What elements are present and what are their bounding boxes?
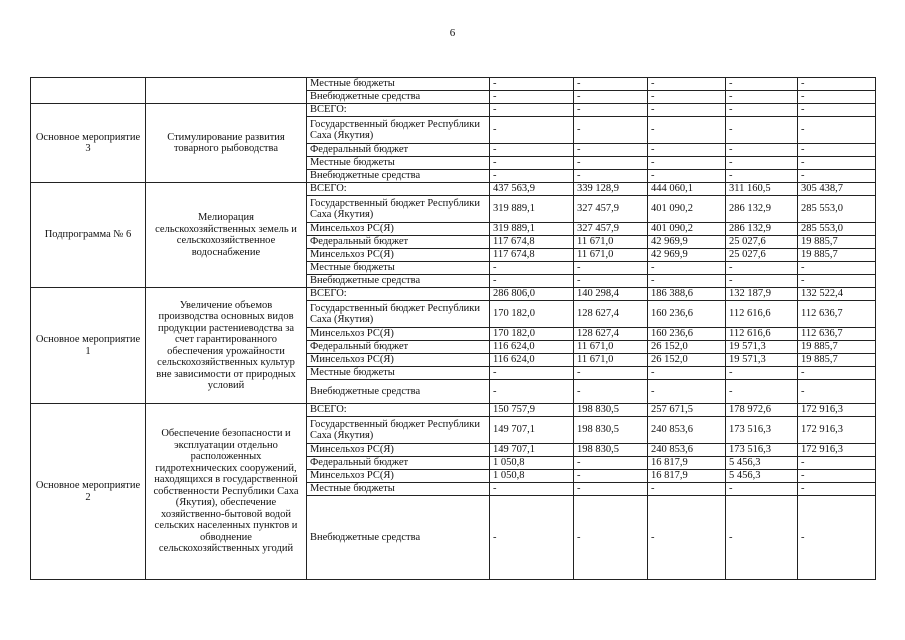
value-cell: 11 671,0 <box>574 236 648 249</box>
value-cell: - <box>798 483 876 496</box>
value-cell: - <box>726 170 798 183</box>
funding-source: Федеральный бюджет <box>307 341 490 354</box>
value-cell: - <box>574 262 648 275</box>
value-cell: - <box>574 157 648 170</box>
funding-source: Минсельхоз РС(Я) <box>307 444 490 457</box>
value-cell: - <box>574 380 648 404</box>
value-cell: - <box>798 275 876 288</box>
value-cell: 19 571,3 <box>726 341 798 354</box>
value-cell: - <box>490 262 574 275</box>
value-cell: 286 132,9 <box>726 223 798 236</box>
value-cell: 116 624,0 <box>490 354 574 367</box>
value-cell: - <box>726 483 798 496</box>
value-cell: 311 160,5 <box>726 183 798 196</box>
value-cell: 26 152,0 <box>648 341 726 354</box>
value-cell: - <box>798 157 876 170</box>
value-cell: - <box>648 78 726 91</box>
funding-source: Минсельхоз РС(Я) <box>307 328 490 341</box>
funding-source: Местные бюджеты <box>307 157 490 170</box>
value-cell: - <box>726 380 798 404</box>
value-cell: - <box>648 157 726 170</box>
value-cell: - <box>798 170 876 183</box>
value-cell: - <box>726 275 798 288</box>
funding-source: Государственный бюджет Республики Саха (Якутия) <box>307 196 490 223</box>
funding-source: Внебюджетные средства <box>307 170 490 183</box>
activity-description: Стимулирование развития товарного рыбоводства <box>146 104 307 183</box>
value-cell: - <box>490 157 574 170</box>
value-cell: - <box>490 483 574 496</box>
value-cell: - <box>798 91 876 104</box>
value-cell: - <box>798 380 876 404</box>
value-cell: 240 853,6 <box>648 444 726 457</box>
funding-source: Внебюджетные средства <box>307 275 490 288</box>
value-cell: 305 438,7 <box>798 183 876 196</box>
value-cell: 285 553,0 <box>798 196 876 223</box>
funding-source: Местные бюджеты <box>307 262 490 275</box>
value-cell: - <box>798 367 876 380</box>
value-cell: 112 616,6 <box>726 328 798 341</box>
value-cell: 149 707,1 <box>490 444 574 457</box>
funding-source: Внебюджетные средства <box>307 496 490 580</box>
value-cell: 112 636,7 <box>798 328 876 341</box>
value-cell: 19 885,7 <box>798 236 876 249</box>
value-cell: 140 298,4 <box>574 288 648 301</box>
value-cell: 1 050,8 <box>490 470 574 483</box>
value-cell: - <box>490 91 574 104</box>
funding-source: Местные бюджеты <box>307 367 490 380</box>
value-cell: 42 969,9 <box>648 249 726 262</box>
value-cell: 437 563,9 <box>490 183 574 196</box>
value-cell: 19 885,7 <box>798 249 876 262</box>
value-cell: 401 090,2 <box>648 196 726 223</box>
value-cell: - <box>574 367 648 380</box>
activity-name <box>31 78 146 104</box>
value-cell: - <box>574 91 648 104</box>
value-cell: - <box>726 367 798 380</box>
table-row <box>31 78 876 91</box>
value-cell: - <box>798 104 876 117</box>
value-cell: 26 152,0 <box>648 354 726 367</box>
value-cell: - <box>648 104 726 117</box>
value-cell: - <box>574 104 648 117</box>
value-cell: - <box>798 144 876 157</box>
value-cell: - <box>726 157 798 170</box>
value-cell: 285 553,0 <box>798 223 876 236</box>
value-cell: 173 516,3 <box>726 444 798 457</box>
funding-source: Местные бюджеты <box>307 78 490 91</box>
value-cell: - <box>726 91 798 104</box>
value-cell: - <box>574 275 648 288</box>
funding-source: Внебюджетные средства <box>307 380 490 404</box>
value-cell: - <box>798 117 876 144</box>
value-cell: 132 187,9 <box>726 288 798 301</box>
table-row <box>31 104 876 117</box>
value-cell: - <box>648 117 726 144</box>
activity-description: Увеличение объемов производства основных видов продукции растениеводства за счет гарантированного обеспечения урожайности сельскохозяйственных культур вне зависимости от природных условий <box>146 288 307 404</box>
value-cell: 5 456,3 <box>726 457 798 470</box>
funding-source: ВСЕГО: <box>307 288 490 301</box>
value-cell: - <box>726 104 798 117</box>
value-cell: - <box>648 380 726 404</box>
value-cell: - <box>574 496 648 580</box>
value-cell: - <box>648 496 726 580</box>
value-cell: - <box>490 144 574 157</box>
value-cell: 401 090,2 <box>648 223 726 236</box>
funding-source: Минсельхоз РС(Я) <box>307 470 490 483</box>
value-cell: - <box>648 144 726 157</box>
funding-source: Государственный бюджет Республики Саха (Якутия) <box>307 417 490 444</box>
funding-source: Минсельхоз РС(Я) <box>307 354 490 367</box>
value-cell: - <box>490 496 574 580</box>
value-cell: 5 456,3 <box>726 470 798 483</box>
value-cell: 19 885,7 <box>798 341 876 354</box>
value-cell: 198 830,5 <box>574 404 648 417</box>
value-cell: - <box>490 380 574 404</box>
funding-source: Федеральный бюджет <box>307 457 490 470</box>
table-row <box>31 183 876 196</box>
value-cell: 257 671,5 <box>648 404 726 417</box>
value-cell: - <box>648 275 726 288</box>
value-cell: - <box>648 262 726 275</box>
value-cell: - <box>798 470 876 483</box>
activity-name: Подпрограмма № 6 <box>31 183 146 288</box>
value-cell: 172 916,3 <box>798 417 876 444</box>
value-cell: 286 132,9 <box>726 196 798 223</box>
value-cell: 173 516,3 <box>726 417 798 444</box>
value-cell: 19 571,3 <box>726 354 798 367</box>
funding-source: Государственный бюджет Республики Саха (Якутия) <box>307 301 490 328</box>
value-cell: - <box>574 78 648 91</box>
value-cell: 112 616,6 <box>726 301 798 328</box>
funding-source: ВСЕГО: <box>307 104 490 117</box>
value-cell: 286 806,0 <box>490 288 574 301</box>
value-cell: 172 916,3 <box>798 444 876 457</box>
funding-source: Федеральный бюджет <box>307 236 490 249</box>
funding-source: Минсельхоз РС(Я) <box>307 249 490 262</box>
value-cell: 11 671,0 <box>574 249 648 262</box>
activity-description: Мелиорация сельскохозяйственных земель и сельскохозяйственное водоснабжение <box>146 183 307 288</box>
value-cell: - <box>574 483 648 496</box>
value-cell: 160 236,6 <box>648 301 726 328</box>
value-cell: 172 916,3 <box>798 404 876 417</box>
funding-source: ВСЕГО: <box>307 404 490 417</box>
value-cell: 170 182,0 <box>490 301 574 328</box>
value-cell: 186 388,6 <box>648 288 726 301</box>
value-cell: 11 671,0 <box>574 341 648 354</box>
funding-source: ВСЕГО: <box>307 183 490 196</box>
value-cell: 25 027,6 <box>726 236 798 249</box>
value-cell: 170 182,0 <box>490 328 574 341</box>
value-cell: 198 830,5 <box>574 444 648 457</box>
value-cell: - <box>726 117 798 144</box>
value-cell: - <box>490 78 574 91</box>
funding-source: Федеральный бюджет <box>307 144 490 157</box>
funding-source: Местные бюджеты <box>307 483 490 496</box>
value-cell: 160 236,6 <box>648 328 726 341</box>
value-cell: 327 457,9 <box>574 223 648 236</box>
value-cell: 319 889,1 <box>490 196 574 223</box>
value-cell: 16 817,9 <box>648 457 726 470</box>
activity-name: Основное мероприятие 3 <box>31 104 146 183</box>
table-row <box>31 288 876 301</box>
value-cell: - <box>574 117 648 144</box>
value-cell: 178 972,6 <box>726 404 798 417</box>
value-cell: 42 969,9 <box>648 236 726 249</box>
budget-table <box>30 77 876 580</box>
value-cell: - <box>798 496 876 580</box>
funding-source: Внебюджетные средства <box>307 91 490 104</box>
value-cell: - <box>726 78 798 91</box>
value-cell: - <box>726 262 798 275</box>
value-cell: 117 674,8 <box>490 236 574 249</box>
funding-source: Минсельхоз РС(Я) <box>307 223 490 236</box>
value-cell: - <box>648 170 726 183</box>
value-cell: - <box>726 496 798 580</box>
value-cell: 198 830,5 <box>574 417 648 444</box>
value-cell: 149 707,1 <box>490 417 574 444</box>
activity-name: Основное мероприятие 1 <box>31 288 146 404</box>
value-cell: 240 853,6 <box>648 417 726 444</box>
value-cell: 444 060,1 <box>648 183 726 196</box>
value-cell: - <box>798 78 876 91</box>
value-cell: - <box>490 275 574 288</box>
page-number: 6 <box>449 27 456 39</box>
value-cell: 128 627,4 <box>574 301 648 328</box>
value-cell: - <box>574 457 648 470</box>
activity-name: Основное мероприятие 2 <box>31 404 146 580</box>
value-cell: 16 817,9 <box>648 470 726 483</box>
value-cell: 319 889,1 <box>490 223 574 236</box>
activity-description <box>146 78 307 104</box>
value-cell: - <box>798 262 876 275</box>
value-cell: 1 050,8 <box>490 457 574 470</box>
value-cell: - <box>648 483 726 496</box>
value-cell: - <box>490 104 574 117</box>
value-cell: 150 757,9 <box>490 404 574 417</box>
value-cell: - <box>648 367 726 380</box>
value-cell: - <box>490 367 574 380</box>
value-cell: 132 522,4 <box>798 288 876 301</box>
value-cell: - <box>726 144 798 157</box>
value-cell: 11 671,0 <box>574 354 648 367</box>
value-cell: 112 636,7 <box>798 301 876 328</box>
value-cell: 25 027,6 <box>726 249 798 262</box>
value-cell: - <box>490 170 574 183</box>
value-cell: 19 885,7 <box>798 354 876 367</box>
value-cell: - <box>574 470 648 483</box>
value-cell: - <box>648 91 726 104</box>
value-cell: 128 627,4 <box>574 328 648 341</box>
activity-description: Обеспечение безопасности и эксплуатации отдельно расположенных гидротехнических сооружений, находящихся в государственной собственности Республики Саха (Якутия), обеспечение хозяйственно-бытовой водой сельских населенных пунктов и обводнение сельскохозяйственных угодий <box>146 404 307 580</box>
value-cell: - <box>490 117 574 144</box>
value-cell: - <box>574 170 648 183</box>
value-cell: - <box>574 144 648 157</box>
table-row <box>31 404 876 417</box>
funding-source: Государственный бюджет Республики Саха (Якутия) <box>307 117 490 144</box>
value-cell: 339 128,9 <box>574 183 648 196</box>
value-cell: 327 457,9 <box>574 196 648 223</box>
value-cell: 117 674,8 <box>490 249 574 262</box>
value-cell: - <box>798 457 876 470</box>
value-cell: 116 624,0 <box>490 341 574 354</box>
